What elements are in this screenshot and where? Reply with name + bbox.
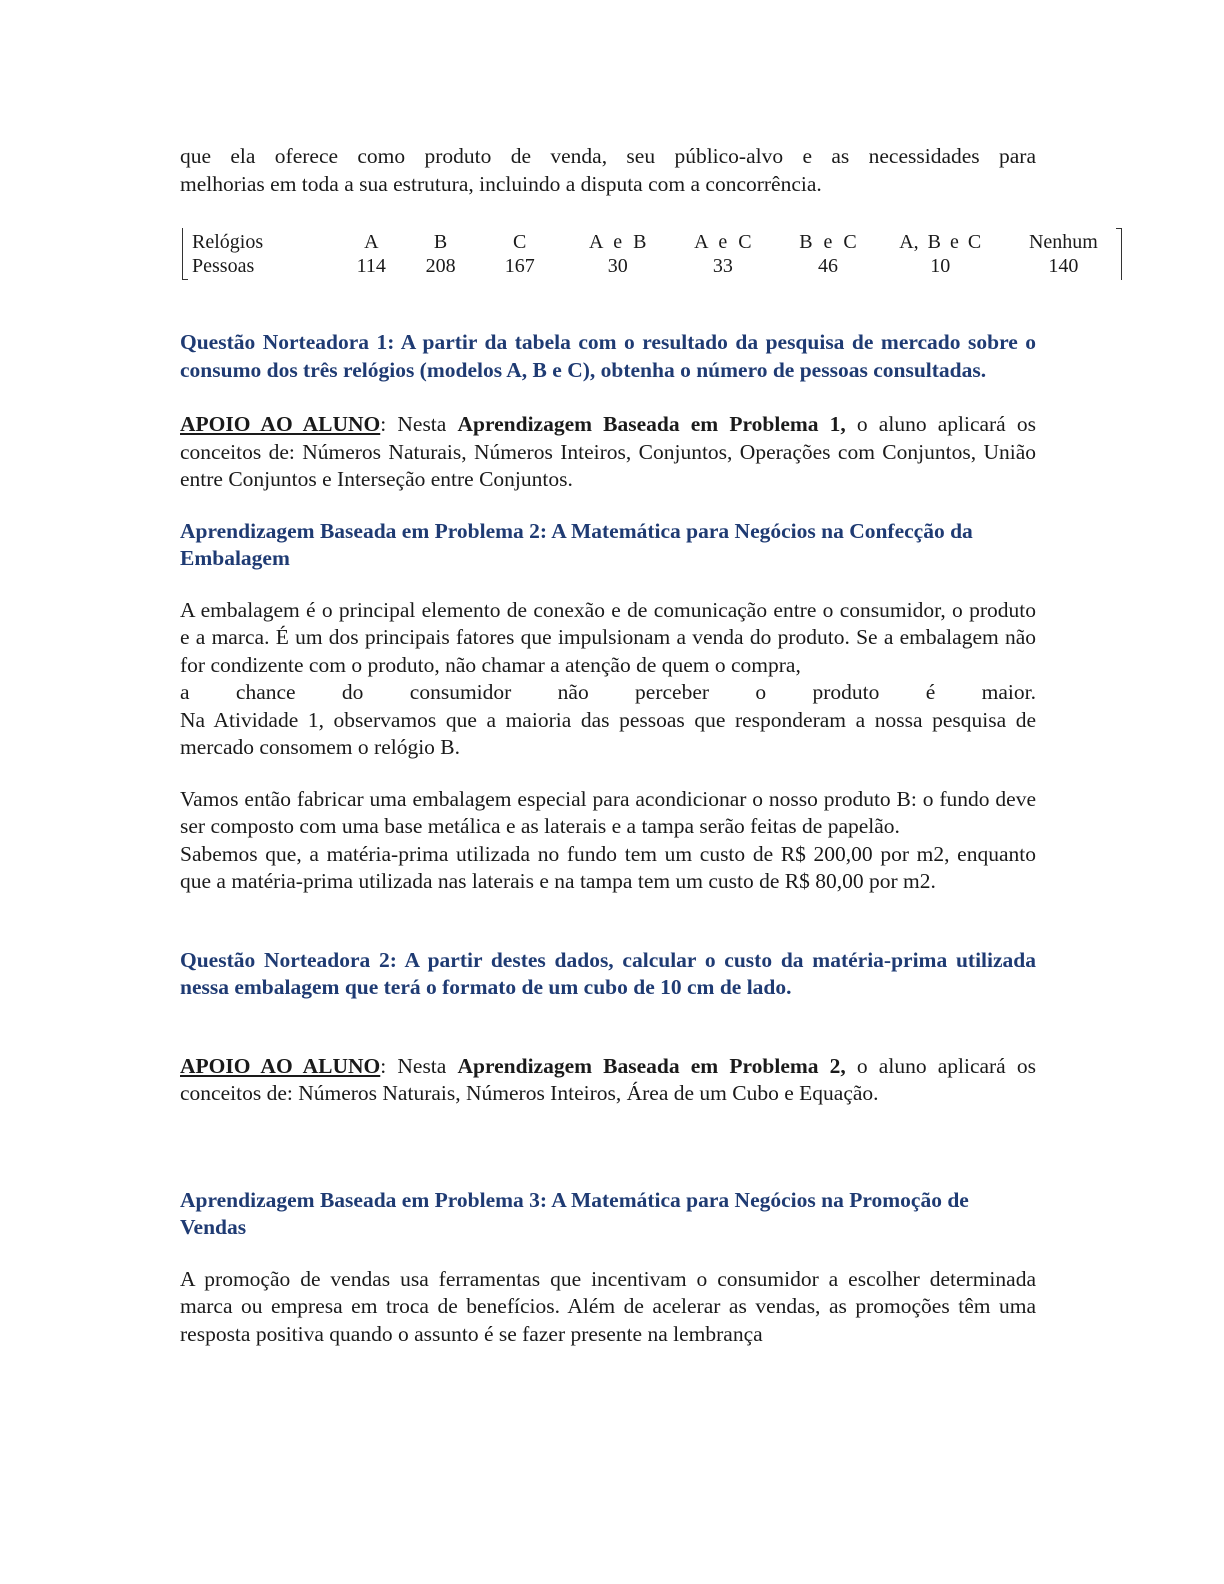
intro-paragraph	[180, 143, 1036, 198]
student-support-1	[180, 411, 1036, 494]
abp2-paragraph-2	[180, 786, 1036, 896]
section-heading-abp2: Aprendizagem Baseada em Problema 2: A Matemática para Negócios na Confecção da Embalagem	[180, 518, 973, 570]
student-support-bold: Aprendizagem Baseada em Problema 1,	[457, 412, 846, 436]
table-header-cell: A, B e C	[899, 231, 982, 253]
document-body	[180, 143, 1036, 1348]
table-cell: 46	[818, 255, 838, 277]
student-support-rest: o aluno aplicará os conceitos de: Números Naturais, Números Inteiros, Conjuntos, Operações com Conjuntos, União entre Conjuntos e Interseção entre Conjuntos.	[180, 412, 1036, 491]
abp2-text-a: A embalagem é o principal elemento de conexão e de comunicação entre o consumidor, o produto e a marca. É um dos principais fatores que impulsionam a venda do produto. Se a embalagem não for condizente com o produto, não chamar a atenção de quem o compra,	[180, 597, 1036, 677]
student-support-text: : Nesta	[380, 1053, 458, 1078]
table-header-cell: A e C	[694, 231, 752, 253]
table-cell: 167	[504, 255, 535, 277]
student-support-label: APOIO AO ALUNO	[180, 412, 381, 436]
guiding-question-1: Questão Norteadora 1: A partir da tabela com o resultado da pesquisa de mercado sobre o consumo dos três relógios (modelos A, B e C), obtenha o número de pessoas consultadas.	[180, 330, 1036, 382]
table-cell: 33	[712, 255, 733, 277]
student-support-bold: Aprendizagem Baseada em Problema 2,	[457, 1053, 846, 1078]
table-cell: 10	[930, 255, 951, 277]
table-cell: Pessoas	[192, 255, 255, 277]
abp2-text-e: Sabemos que, a matéria-prima utilizada no fundo tem um custo de R$ 200,00 por m2, enquanto que a matéria-prima utilizada nas laterais e na tampa tem um custo de R$ 80,00 por m2.	[180, 841, 1036, 893]
student-support-text: : Nesta	[380, 412, 458, 436]
table-cell: 208	[425, 255, 456, 277]
intro-line-1: que ela oferece como produto de venda, seu público-alvo e as necessidades para	[180, 144, 1036, 168]
abp2-paragraph-1	[180, 597, 1036, 762]
table-header-cell: C	[513, 231, 527, 253]
intro-line-2: melhorias em toda a sua estrutura, incluindo a disputa com a concorrência.	[180, 171, 822, 196]
table-cell: 140	[1048, 255, 1079, 277]
student-support-2	[180, 1053, 1036, 1108]
guiding-question-2: Questão Norteadora 2: A partir destes dados, calcular o custo da matéria-prima utilizada nessa embalagem que terá o formato de um cubo de 10 cm de lado.	[180, 947, 1036, 999]
abp2-text-b: a chance do consumidor não perceber o produto é maior.	[180, 680, 1036, 704]
abp2-text-c: Na Atividade 1, observamos que a maioria das pessoas que responderam a nossa pesquisa de mercado consomem o relógio B.	[180, 707, 1036, 759]
table-header-cell: Nenhum	[1028, 231, 1098, 253]
student-support-label: APOIO AO ALUNO	[180, 1053, 381, 1078]
table-header-cell: B e C	[799, 231, 857, 253]
table-header-cell: A e B	[588, 231, 647, 253]
abp3-paragraph-1: A promoção de vendas usa ferramentas que incentivam o consumidor a escolher determinada marca ou empresa em troca de benefícios. Além de acelerar as vendas, as promoções têm uma resposta positiva quando o assunto é se fazer presente na lembrança	[180, 1266, 1036, 1346]
table-header-cell: B	[433, 231, 448, 253]
section-heading-abp3: Aprendizagem Baseada em Problema 3: A Matemática para Negócios na Promoção de Vendas	[180, 1187, 969, 1239]
table-header-cell: Relógios	[192, 231, 264, 253]
table-cell: 30	[607, 255, 628, 277]
table-cell: 114	[356, 255, 386, 277]
student-support-rest: o aluno aplicará os conceitos de: Números Naturais, Números Inteiros, Área de um Cubo e Equação.	[180, 1053, 1036, 1105]
abp2-text-d: Vamos então fabricar uma embalagem especial para acondicionar o nosso produto B: o fundo deve ser composto com uma base metálica e as laterais e a tampa serão feitas de papelão.	[180, 786, 1036, 838]
table-header-cell: A	[364, 231, 379, 253]
